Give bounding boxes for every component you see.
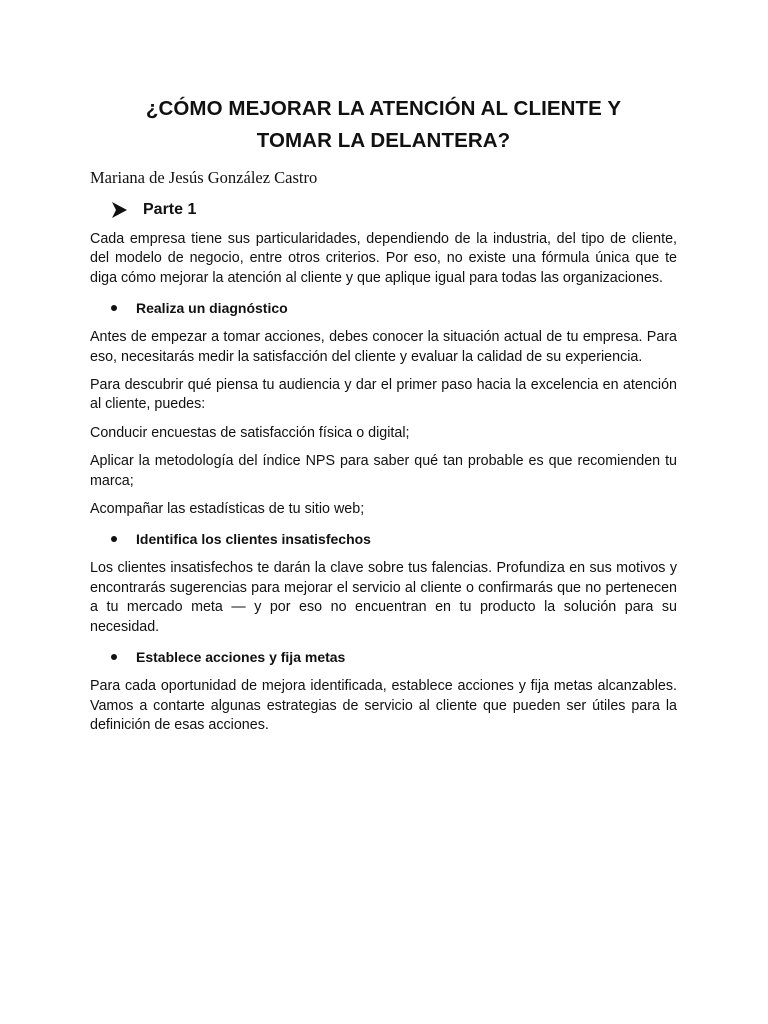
title-line-2: TOMAR LA DELANTERA? (256, 129, 511, 152)
bullet-metas-text: Establece acciones y fija metas (136, 649, 346, 666)
title-line-1: ¿CÓMO MEJORAR LA ATENCIÓN AL CLIENTE Y (145, 97, 622, 120)
bullet-dot-icon (111, 654, 117, 660)
bullet-diagnostico (111, 297, 677, 319)
bullet-diagnostico-text: Realiza un diagnóstico (136, 300, 288, 317)
arrowhead-bullet-icon (109, 201, 131, 219)
paragraph-diag-3: Conducir encuestas de satisfacción física o digital; (90, 424, 410, 441)
paragraph-diag-1: Antes de empezar a tomar acciones, debes conocer la situación actual de tu empresa. Para eso, necesitarás medir la satisfacción del cliente y evaluar la calidad de su experiencia. (90, 329, 677, 365)
section-heading-text: Parte 1 (143, 201, 197, 218)
author-name: Mariana de Jesús González Castro (90, 168, 318, 187)
section-heading (109, 196, 677, 224)
document-page (90, 93, 677, 744)
bullet-insatisfechos (111, 528, 677, 550)
paragraph-diag-4: Aplicar la metodología del índice NPS para saber qué tan probable es que recomienden tu marca; (90, 453, 677, 489)
bullet-dot-icon (111, 536, 117, 542)
paragraph-diag-2: Para descubrir qué piensa tu audiencia y dar el primer paso hacia la excelencia en atención al cliente, puedes: (90, 377, 677, 413)
paragraph-intro: Cada empresa tiene sus particularidades, dependiendo de la industria, del tipo de cliente, del modelo de negocio, entre otros criterios. Por eso, no existe una fórmula única que te diga cómo mejorar la atención al cliente y que aplique igual para todas las organizaciones. (90, 231, 677, 286)
bullet-insatisfechos-text: Identifica los clientes insatisfechos (136, 531, 371, 548)
paragraph-insat-1: Los clientes insatisfechos te darán la clave sobre tus falencias. Profundiza en sus motivos y encontrarás sugerencias para mejorar el servicio al cliente o confirmarás que no pertenecen a tu mercado meta — y por eso no encuentran en tu producto la solución para su necesidad. (90, 560, 677, 635)
document-title (90, 93, 677, 157)
paragraph-metas-1: Para cada oportunidad de mejora identificada, establece acciones y fija metas alcanzables. Vamos a contarte algunas estrategias de servicio al cliente que pueden ser útiles para la definición de esas acciones. (90, 678, 677, 733)
bullet-metas (111, 646, 677, 668)
bullet-dot-icon (111, 305, 117, 311)
paragraph-diag-5: Acompañar las estadísticas de tu sitio web; (90, 501, 365, 518)
